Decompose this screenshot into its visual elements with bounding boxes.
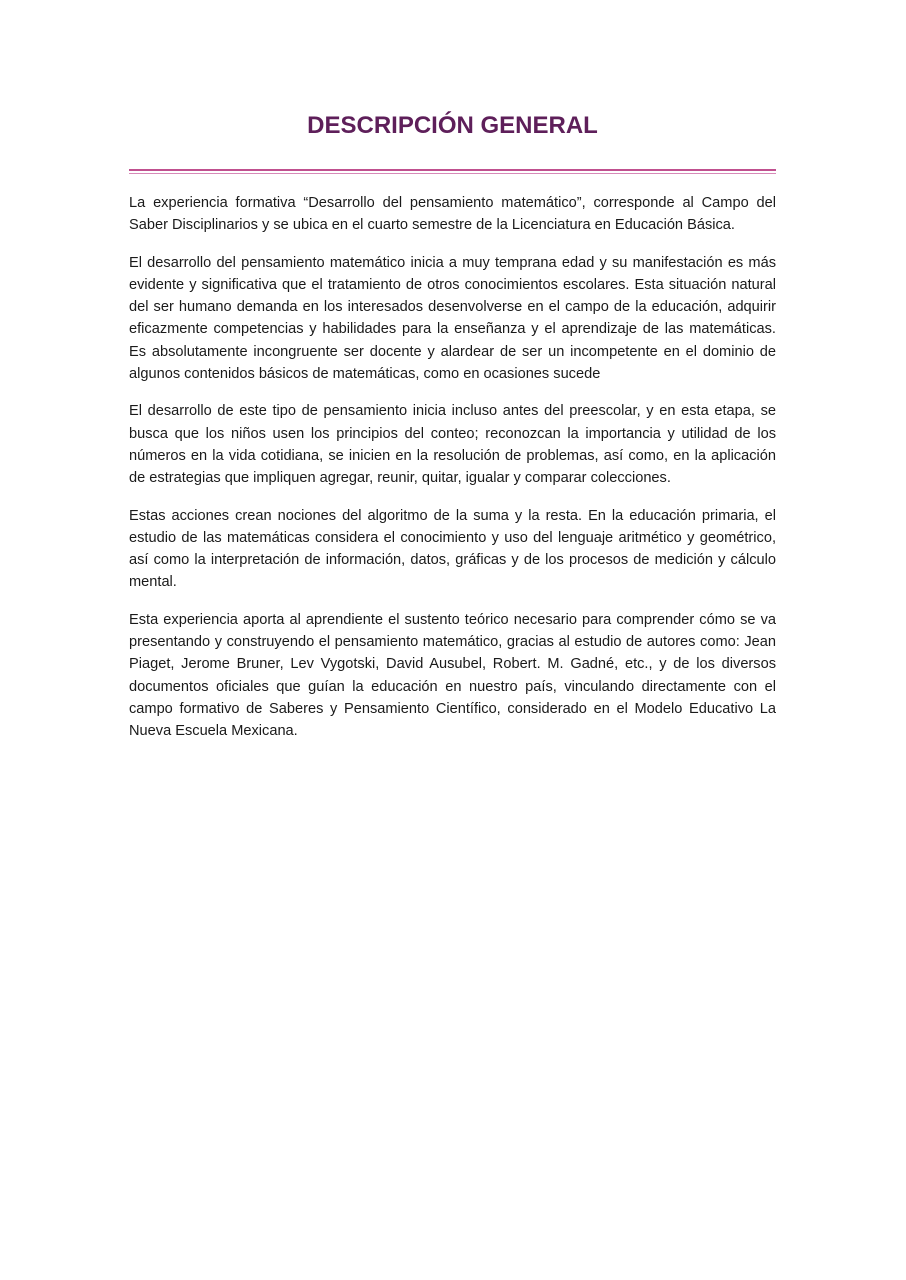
title-divider [129, 169, 776, 175]
paragraph-1: La experiencia formativa “Desarrollo del pensamiento matemático”, corresponde al Campo del Saber Disciplinarios y se ubica en el cuarto semestre de la Licenciatura en Educación Básica. [129, 195, 776, 234]
page-title: DESCRIPCIÓN GENERAL [307, 112, 598, 139]
body-text [129, 192, 776, 758]
divider-line-secondary [129, 173, 776, 174]
paragraph-4: Estas acciones crean nociones del algoritmo de la suma y la resta. En la educación primaria, el estudio de las matemáticas considera el conocimiento y uso del lenguaje aritmético y geométrico, así como la interpretación de información, datos, gráficas y de los procesos de medición y cálculo mental. [129, 507, 776, 591]
paragraph-3: El desarrollo de este tipo de pensamiento inicia incluso antes del preescolar, y en esta etapa, se busca que los niños usen los principios del conteo; reconozcan la importancia y utilidad de los números en la vida cotidiana, se inicien en la resolución de problemas, así como, en la aplicación de estrategias que impliquen agregar, reunir, quitar, igualar y comparar colecciones. [129, 403, 776, 487]
paragraph-5: Esta experiencia aporta al aprendiente el sustento teórico necesario para comprender cómo se va presentando y construyendo el pensamiento matemático, gracias al estudio de autores como: Jean Piaget, Jerome Bruner, Lev Vygotski, David Ausubel, Robert. M. Gadné, etc., y de los diversos documentos oficiales que guían la educación en nuestro país, vinculando directamente con el campo formativo de Saberes y Pensamiento Científico, considerado en el Modelo Educativo La Nueva Escuela Mexicana. [129, 611, 776, 740]
divider-line-primary [129, 169, 776, 171]
paragraph-2: El desarrollo del pensamiento matemático inicia a muy temprana edad y su manifestación es más evidente y significativa que el tratamiento de otros conocimientos escolares. Esta situación natural del ser humano demanda en los interesados desenvolverse en el campo de la educación, adquirir eficazmente competencias y habilidades para la enseñanza y el aprendizaje de las matemáticas. Es absolutamente incongruente ser docente y alardear de ser un incompetente en el dominio de algunos contenidos básicos de matemáticas, como en ocasiones sucede [129, 254, 776, 383]
